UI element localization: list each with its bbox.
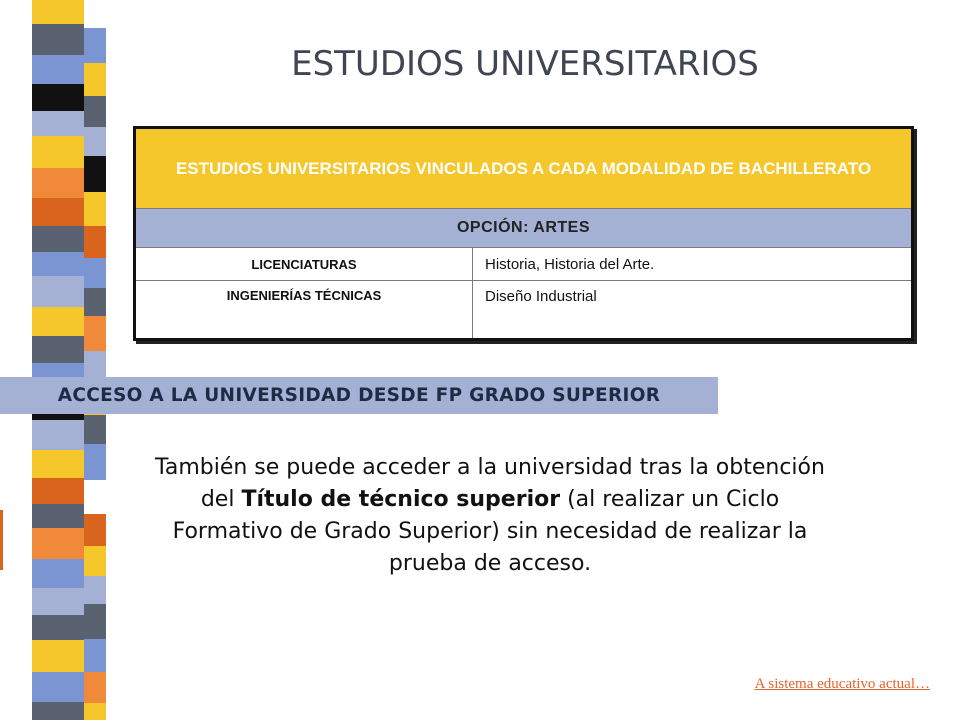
decorative-stripe <box>32 702 84 720</box>
decorative-stripe <box>84 258 106 288</box>
decorative-stripe <box>84 316 106 351</box>
table-option-row <box>135 209 913 248</box>
decorative-stripe <box>32 336 84 363</box>
decorative-stripe <box>32 672 84 702</box>
decorative-stripe <box>32 420 84 450</box>
decorative-stripe <box>84 576 106 604</box>
decorative-stripe <box>32 588 84 615</box>
decorative-accent <box>0 510 3 570</box>
table-option-cell: OPCIÓN: ARTES <box>135 209 913 248</box>
table-row-label: LICENCIATURAS <box>135 248 473 281</box>
decorative-stripe <box>84 96 106 127</box>
table-row-value: Diseño Industrial <box>473 281 913 340</box>
table-row <box>135 281 913 340</box>
decorative-stripe <box>32 84 84 111</box>
decorative-stripe <box>84 703 106 720</box>
decorative-stripe <box>84 415 106 444</box>
sistema-educativo-link[interactable]: A sistema educativo actual… <box>754 676 930 692</box>
decorative-stripe <box>32 226 84 252</box>
decorative-stripe <box>84 0 106 28</box>
decorative-stripe <box>32 307 84 336</box>
decorative-stripe <box>32 528 84 559</box>
decorative-stripe <box>84 480 106 514</box>
table-row-label: INGENIERÍAS TÉCNICAS <box>135 281 473 340</box>
decorative-stripe <box>84 672 106 703</box>
acceso-paragraph <box>150 452 830 580</box>
decorative-stripe <box>84 156 106 192</box>
acceso-text-bold: Título de técnico superior <box>241 487 561 512</box>
decorative-stripe <box>32 168 84 198</box>
decorative-stripe <box>32 198 84 226</box>
modalidad-table <box>133 126 914 341</box>
table-header-row <box>135 128 913 209</box>
table-header-cell: ESTUDIOS UNIVERSITARIOS VINCULADOS A CADA MODALIDAD DE BACHILLERATO <box>135 128 913 209</box>
decorative-stripe <box>32 111 84 136</box>
decorative-stripes-left <box>0 0 84 720</box>
decorative-stripe <box>32 0 84 24</box>
decorative-stripe <box>32 559 84 588</box>
decorative-stripe <box>32 252 84 276</box>
acceso-text-end: (al realizar un Ciclo Formativo de Grado Superior) sin necesidad de realizar la prueba de acceso. <box>172 487 808 576</box>
decorative-stripe <box>84 639 106 672</box>
acceso-text-start: También se puede acceder a la universidad tras la obtención del <box>155 455 825 512</box>
table-row-value: Historia, Historia del Arte. <box>473 248 913 281</box>
decorative-stripe <box>32 504 84 528</box>
decorative-stripe <box>84 444 106 480</box>
acceso-heading: ACCESO A LA UNIVERSIDAD DESDE FP GRADO SUPERIOR <box>0 377 718 414</box>
decorative-stripes-right <box>84 0 106 720</box>
table-row <box>135 248 913 281</box>
decorative-stripe <box>32 478 84 504</box>
decorative-stripe <box>84 604 106 639</box>
decorative-stripe <box>32 136 84 168</box>
decorative-stripe <box>84 127 106 156</box>
slide-title: ESTUDIOS UNIVERSITARIOS <box>291 44 759 84</box>
decorative-side-bar <box>0 0 110 720</box>
decorative-stripe <box>32 276 84 307</box>
decorative-stripe <box>32 450 84 478</box>
decorative-stripe <box>84 288 106 316</box>
decorative-stripe <box>84 192 106 226</box>
decorative-stripe <box>32 615 84 640</box>
decorative-stripe <box>84 546 106 576</box>
decorative-stripe <box>32 640 84 672</box>
decorative-stripe <box>84 514 106 546</box>
decorative-stripe <box>84 226 106 258</box>
